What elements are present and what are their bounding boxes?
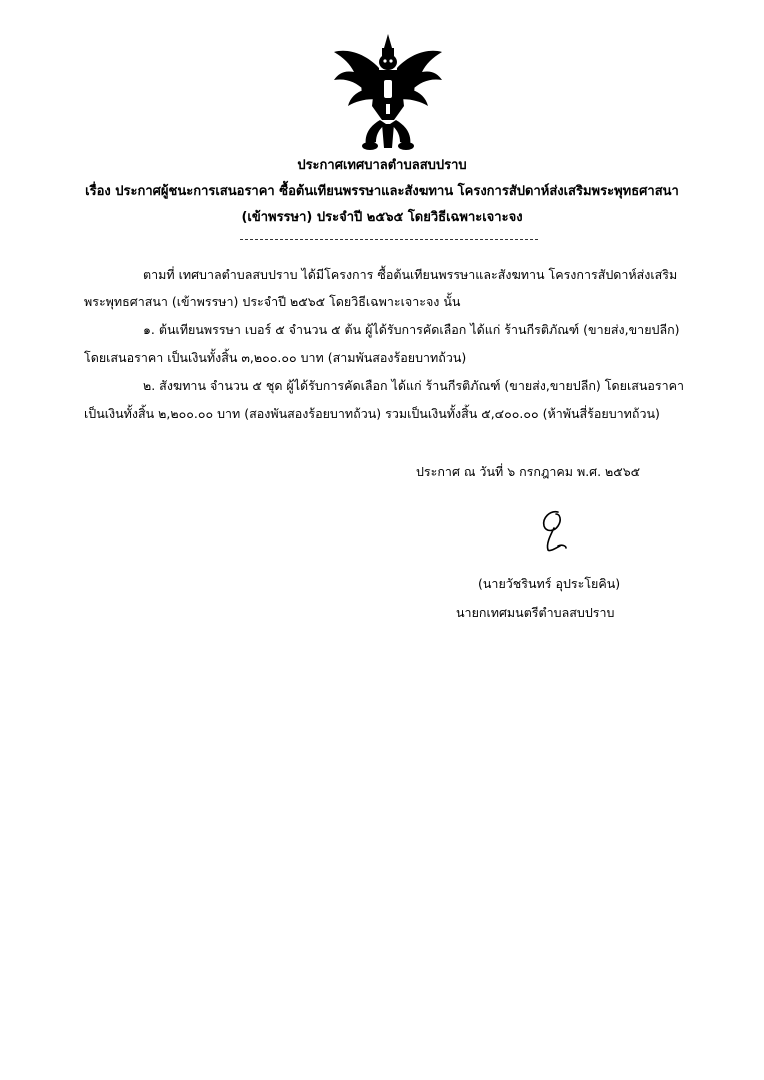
body-paragraph-line: พระพุทธศาสนา (เข้าพรรษา) ประจำปี ๒๕๖๕ โดยวิธีเฉพาะเจาะจง นั้น (84, 294, 461, 309)
announcement-date: ประกาศ ณ วันที่ ๖ กรกฎาคม พ.ศ. ๒๕๖๕ (416, 464, 641, 479)
item-2-line: ๒. สังฆทาน จำนวน ๕ ชุด ผู้ได้รับการคัดเลือก ได้แก่ ร้านกีรติภัณฑ์ (ขายส่ง,ขายปลีก) โดยเสนอราคา (143, 378, 685, 393)
item-1-line: ๑. ต้นเทียนพรรษา เบอร์ ๕ จำนวน ๕ ต้น ผู้ได้รับการคัดเลือก ได้แก่ ร้านกีรติภัณฑ์ (ขายส่ง,ขายปลีก) (143, 322, 680, 337)
garuda-emblem-icon (330, 34, 446, 152)
item-1-price-line: โดยเสนอราคา เป็นเงินทั้งสิ้น ๓,๒๐๐.๐๐ บาท (สามพันสองร้อยบาทถ้วน) (84, 350, 467, 365)
signatory-position: นายกเทศมนตรีตำบลสบปราบ (456, 605, 615, 620)
signature-mark (536, 508, 576, 554)
signatory-name: (นายวัชรินทร์ อุประโยคิน) (478, 576, 621, 591)
document-subject-line-1: เรื่อง ประกาศผู้ชนะการเสนอราคา ซื้อต้นเทียนพรรษาและสังฆทาน โครงการสัปดาห์ส่งเสริมพระพุทธศาสนา (85, 184, 679, 199)
document-subject-line-2: (เข้าพรรษา) ประจำปี ๒๕๖๕ โดยวิธีเฉพาะเจาะจง (241, 210, 523, 225)
title-divider (240, 239, 538, 240)
document-title: ประกาศเทศบาลตำบลสบปราบ (297, 158, 467, 173)
item-2-total-line: เป็นเงินทั้งสิ้น ๒,๒๐๐.๐๐ บาท (สองพันสองร้อยบาทถ้วน) รวมเป็นเงินทั้งสิ้น ๕,๔๐๐.๐๐ (ห้าพันสี่ร้อยบาทถ้วน) (84, 406, 660, 421)
body-paragraph-line: ตามที่ เทศบาลตำบลสบปราบ ได้มีโครงการ ซื้อต้นเทียนพรรษาและสังฆทาน โครงการสัปดาห์ส่งเสริม (143, 267, 678, 282)
